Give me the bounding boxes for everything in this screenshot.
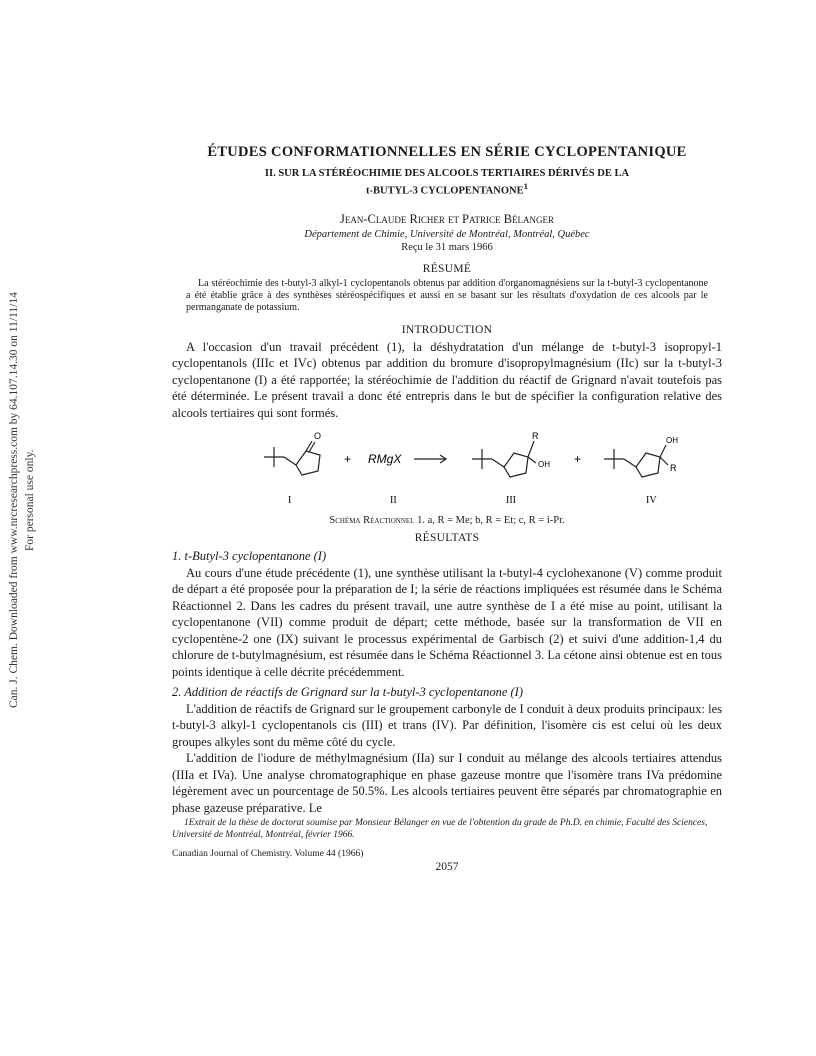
results-paragraph-3: L'addition de l'iodure de méthylmagnésium (IIa) sur I conduit au mélange des alcools tertiaires attendus (IIIa et IVa). Une analyse chromatographique en phase gazeuse montre que l'isomère trans IVa prédomine légèrement avec un pourcentage de 50.5%. Les alcools tertiaires peuvent être séparés par chromatographie en phase gazeuse préparative. Le — [172, 751, 722, 815]
plus-sign-1: + — [344, 452, 352, 466]
compound-i-structure — [264, 441, 320, 475]
compound-iv-oh: OH — [666, 436, 678, 445]
compound-i-oxygen: O — [314, 431, 322, 441]
article-title: ÉTUDES CONFORMATIONNELLES EN SÉRIE CYCLOPENTANIQUE — [207, 144, 687, 160]
subtitle-line-b: t-BUTYL-3 CYCLOPENTANONE — [366, 185, 524, 197]
reaction-scheme — [172, 425, 722, 515]
label-ii: II — [390, 495, 397, 506]
journal-citation: Canadian Journal of Chemistry. Volume 44 (1966) — [172, 849, 364, 859]
scheme-caption-text: 1. a, R = Me; b, R = Et; c, R = i-Pr. — [417, 515, 565, 526]
compound-iv-structure — [604, 445, 668, 477]
download-notice-line2: For personal use only. — [24, 449, 36, 551]
label-i: I — [288, 495, 292, 506]
abstract-text: La stéréochimie des t-butyl-3 alkyl-1 cyclopentanols obtenus par addition d'organomagnésiens sur la t-butyl-3 cyclopentanone a été établie grâce à des synthèses stéréospécifiques et aussi en se basant sur les résultats d'oxydation de ces alcools par le permanganate de potassium. — [186, 277, 708, 313]
compound-iii-r: R — [532, 431, 539, 441]
subtitle-line-a: II. SUR LA STÉRÉOCHIMIE DES ALCOOLS TERTIAIRES DÉRIVÉS DE LA — [264, 168, 630, 179]
abstract-heading: RÉSUMÉ — [422, 262, 472, 275]
results-heading: RÉSULTATS — [414, 532, 480, 544]
article-page — [172, 144, 722, 873]
results-paragraph-2: L'addition de réactifs de Grignard sur le groupement carbonyle de I conduit à deux produits principaux: les t-butyl-3 alkyl-1 cyclopentanols cis (III) et trans (IV). Par définition, l'isomère cis est celui où les deux groupes alkyles sont du même côté du cycle. — [172, 701, 722, 749]
subtitle-footnote-mark: 1 — [523, 181, 528, 191]
compound-iv-r: R — [670, 463, 677, 473]
introduction-text: A l'occasion d'un travail précédent (1), la déshydratation d'un mélange de t-butyl-3 isopropyl-1 cyclopentanols (IIIc et IVc) obtenus par addition du bromure d'isopropylmagnésium (IIc) sur la t-butyl-3 cyclopentanone (I) a été rapportée; la stéréochimie de l'addition du réactif de Grignard n'avait toutefois pas été déterminée. Le présent travail a donc été entrepris dans le but de spécifier la configuration relative des alcools tertiaires qui sont formés. — [172, 339, 722, 420]
download-notice-line1: Can. J. Chem. Downloaded from www.nrcresearchpress.com by 64.107.14.30 on 11/11/14 — [8, 292, 20, 708]
article-subtitle — [212, 167, 682, 198]
affiliation: Département de Chimie, Université de Montréal, Montréal, Québec — [304, 228, 590, 240]
received-date: Reçu le 31 mars 1966 — [401, 241, 493, 253]
authors: Jean-Claude Richer et Patrice Bélanger — [340, 211, 554, 226]
scheme-caption-prefix: Schéma Réactionnel — [329, 515, 415, 526]
reaction-scheme-drawing — [172, 425, 722, 515]
results-subsection-1: 1. t-Butyl-3 cyclopentanone (I) — [172, 549, 327, 563]
scheme-caption — [172, 515, 722, 526]
results-subsection-2: 2. Addition de réactifs de Grignard sur la t-butyl-3 cyclopentanone (I) — [172, 685, 523, 699]
plus-sign-2: + — [574, 452, 582, 466]
footnote: 1Extrait de la thèse de doctorat soumise par Monsieur Bélanger en vue de l'obtention du grade de Ph.D. en chimie, Faculté des Sciences, Université de Montréal, Montréal, février 1966. — [172, 818, 708, 840]
page-number: 2057 — [435, 861, 459, 873]
grignard-reagent: RMgX — [368, 452, 402, 466]
reaction-arrow — [414, 455, 446, 463]
label-iv: IV — [646, 495, 657, 506]
introduction-heading: INTRODUCTION — [401, 323, 493, 336]
compound-iii-structure — [472, 441, 536, 477]
label-iii: III — [506, 495, 516, 506]
results-paragraph-1: Au cours d'une étude précédente (1), une synthèse utilisant la t-butyl-4 cyclohexanone (V) comme produit de départ a été proposée pour la préparation de I; la série de réactions impliquées est résumée dans le Schéma Réactionnel 2. Dans les cadres du présent travail, une autre synthèse de I a été mise au point, utilisant la cyclopentanone (VII) comme produit de départ; cette méthode, basée sur la transformation de VII en cyclopentène-2 one (IX) suivant le processus expérimental de Garbisch (2) et suivi d'une addition-1,4 du chlorure de t-butylmagnésium, est résumée dans le Schéma Réactionnel 3. La cétone ainsi obtenue est en tous points identique à celle décrite précédemment. — [172, 565, 722, 679]
compound-iii-oh: OH — [538, 460, 550, 469]
download-notice — [6, 280, 42, 720]
